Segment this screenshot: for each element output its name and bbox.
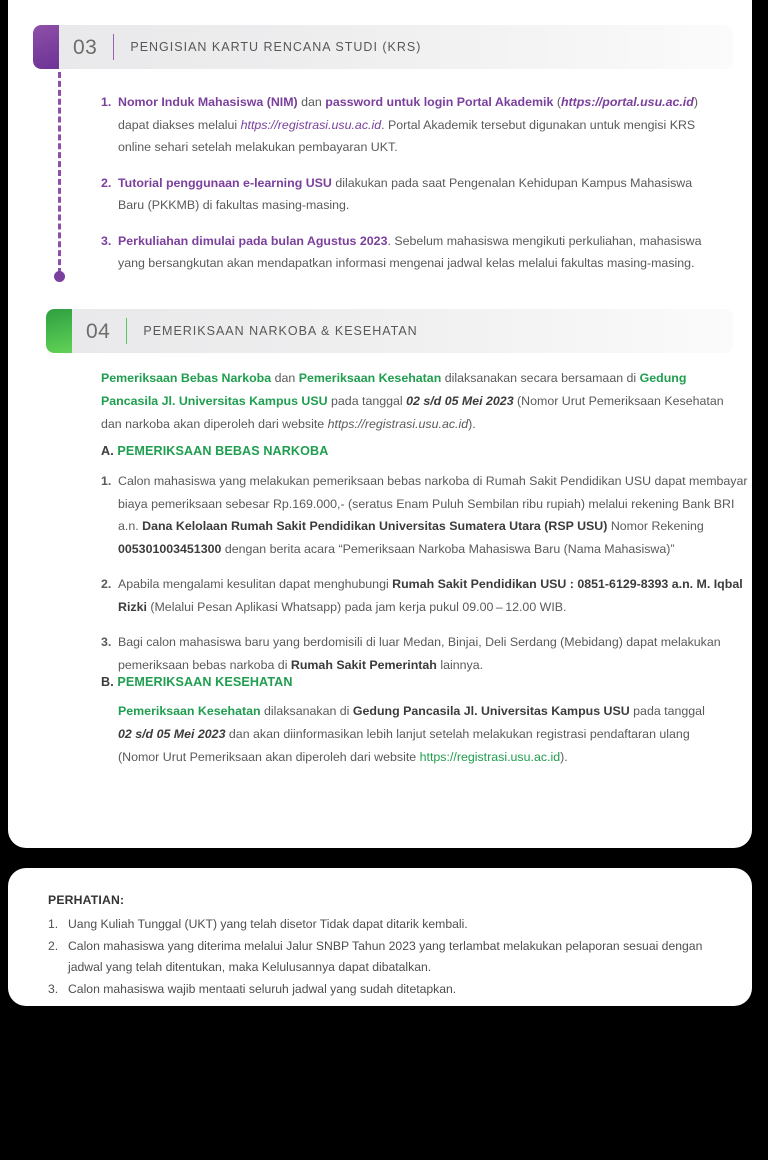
section-header-04[interactable] (46, 309, 733, 353)
list-item-text: Uang Kuliah Tunggal (UKT) yang telah disetor Tidak dapat ditarik kembali. (68, 917, 468, 931)
section-title-04: PEMERIKSAAN NARKOBA & KESEHATAN (143, 324, 418, 338)
list-item-text: Bagi calon mahasiswa baru yang berdomisili di luar Medan, Binjai, Deli Serdang (Mebidang) dapat melakukan pemeriksaan bebas narkoba di Rumah Sakit Pemerintah lainnya. (118, 635, 721, 673)
list-marker: 3. (48, 982, 59, 997)
list-item-text: Calon mahasiswa yang melakukan pemeriksaan bebas narkoba di Rumah Sakit Pendidikan USU dapat membayar biaya pemeriksaan sebesar Rp.169.000,- (seratus Enam Puluh Sembilan ribu rupiah) melalui rekening Bank BRI a.n. Dana Kelolaan Rumah Sakit Pendidikan Universitas Sumatera Utara (RSP USU) Nomor Rekening 005301003451300 dengan berita acara “Pemeriksaan Narkoba Mahasiswa Baru (Nama Mahasiswa)” (118, 474, 748, 556)
list-item-text: Perkuliahan dimulai pada bulan Agustus 2023. Sebelum mahasiswa mengikuti perkuliahan, mahasiswa yang bersangkutan akan mendapatkan informasi mengenai jadwal kelas melalui fakultas masing-masing. (118, 233, 702, 271)
main-content-card (8, 0, 752, 848)
note-list (48, 914, 728, 1001)
list-marker: 2. (101, 175, 112, 190)
note-title: PERHATIAN: (48, 893, 125, 907)
section-03-list (101, 91, 721, 275)
perhatian-note-card (8, 868, 752, 1006)
section-header-body (72, 309, 733, 353)
list-item (101, 631, 756, 676)
list-item (101, 91, 721, 159)
list-item (48, 936, 728, 979)
subsection-b-title: PEMERIKSAAN KESEHATAN (117, 675, 293, 689)
subsection-a-heading (101, 444, 328, 458)
list-marker: 2. (48, 938, 59, 953)
list-marker: 1. (101, 474, 112, 488)
list-item-text: Apabila mengalami kesulitan dapat menghubungi Rumah Sakit Pendidikan USU : 0851-6129-8393 a.n. M. Iqbal Rizki (Melalui Pesan Aplikasi Whatsapp) pada jam kerja pukul 09.00 – 12.00 WIB. (118, 577, 743, 614)
list-item-text: Calon mahasiswa wajib mentaati seluruh jadwal yang sudah ditetapkan. (68, 982, 457, 997)
section-number-04: 04 (86, 319, 111, 343)
list-marker: 1. (48, 917, 59, 931)
timeline-dashed-connector (58, 72, 64, 274)
section-header-body (59, 25, 733, 69)
list-marker: 3. (101, 233, 112, 248)
section-04-intro-paragraph: Pemeriksaan Bebas Narkoba dan Pemeriksaan Kesehatan dilaksanakan secara bersamaan di Gedung Pancasila Jl. Universitas Kampus USU pada tanggal 02 s/d 05 Mei 2023 (Nomor Urut Pemeriksaan Kesehatan dan narkoba akan diperoleh dari website https://registrasi.usu.ac.id). (101, 371, 724, 431)
list-item-text: Nomor Induk Mahasiswa (NIM) dan password untuk login Portal Akademik (https://portal.usu.ac.id) dapat diakses melalui https://registrasi.usu.ac.id. Portal Akademik tersebut digunakan untuk mengisi KRS online sehari setelah melakukan pembayaran UKT. (118, 95, 698, 155)
subsection-b-letter: B. (101, 675, 114, 689)
subsection-a-list (101, 470, 756, 677)
list-marker: 1. (101, 95, 112, 109)
list-item (101, 230, 721, 275)
registrasi-link[interactable]: https://registrasi.usu.ac.id (419, 749, 561, 764)
list-item (48, 979, 728, 1001)
subsection-b-paragraph: Pemeriksaan Kesehatan dilaksanakan di Gedung Pancasila Jl. Universitas Kampus USU pada tanggal 02 s/d 05 Mei 2023 dan akan diinformasikan lebih lanjut setelah melakukan registrasi pendaftaran ulang (Nomor Urut Pemeriksaan akan diperoleh dari website https://registrasi.usu.ac.id). (118, 704, 705, 764)
subsection-a-title: PEMERIKSAAN BEBAS NARKOBA (117, 444, 329, 458)
list-item (101, 573, 756, 618)
list-item (101, 172, 721, 217)
list-item (101, 470, 756, 560)
subsection-b-heading (101, 675, 293, 689)
section-title-03: PENGISIAN KARTU RENCANA STUDI (KRS) (130, 40, 422, 54)
list-item-text: Calon mahasiswa yang diterima melalui Jalur SNBP Tahun 2023 yang terlambat melakukan pelaporan sesuai dengan jadwal yang telah ditentukan, maka Kelulusannya dapat dibatalkan. (68, 938, 703, 975)
list-item-text: Tutorial penggunaan e-learning USU dilakukan pada saat Pengenalan Kehidupan Kampus Mahasiswa Baru (PKKMB) di fakultas masing-masing. (118, 175, 693, 213)
section-header-03[interactable] (33, 25, 733, 69)
section-accent-bar-purple (33, 25, 59, 69)
timeline-end-dot (54, 271, 65, 282)
section-number-03: 03 (73, 35, 98, 59)
list-marker: 3. (101, 635, 112, 650)
list-marker: 2. (101, 577, 112, 592)
section-divider (113, 34, 114, 60)
list-item (48, 914, 728, 936)
section-accent-bar-green (46, 309, 72, 353)
subsection-a-letter: A. (101, 444, 114, 458)
section-divider (126, 318, 127, 344)
